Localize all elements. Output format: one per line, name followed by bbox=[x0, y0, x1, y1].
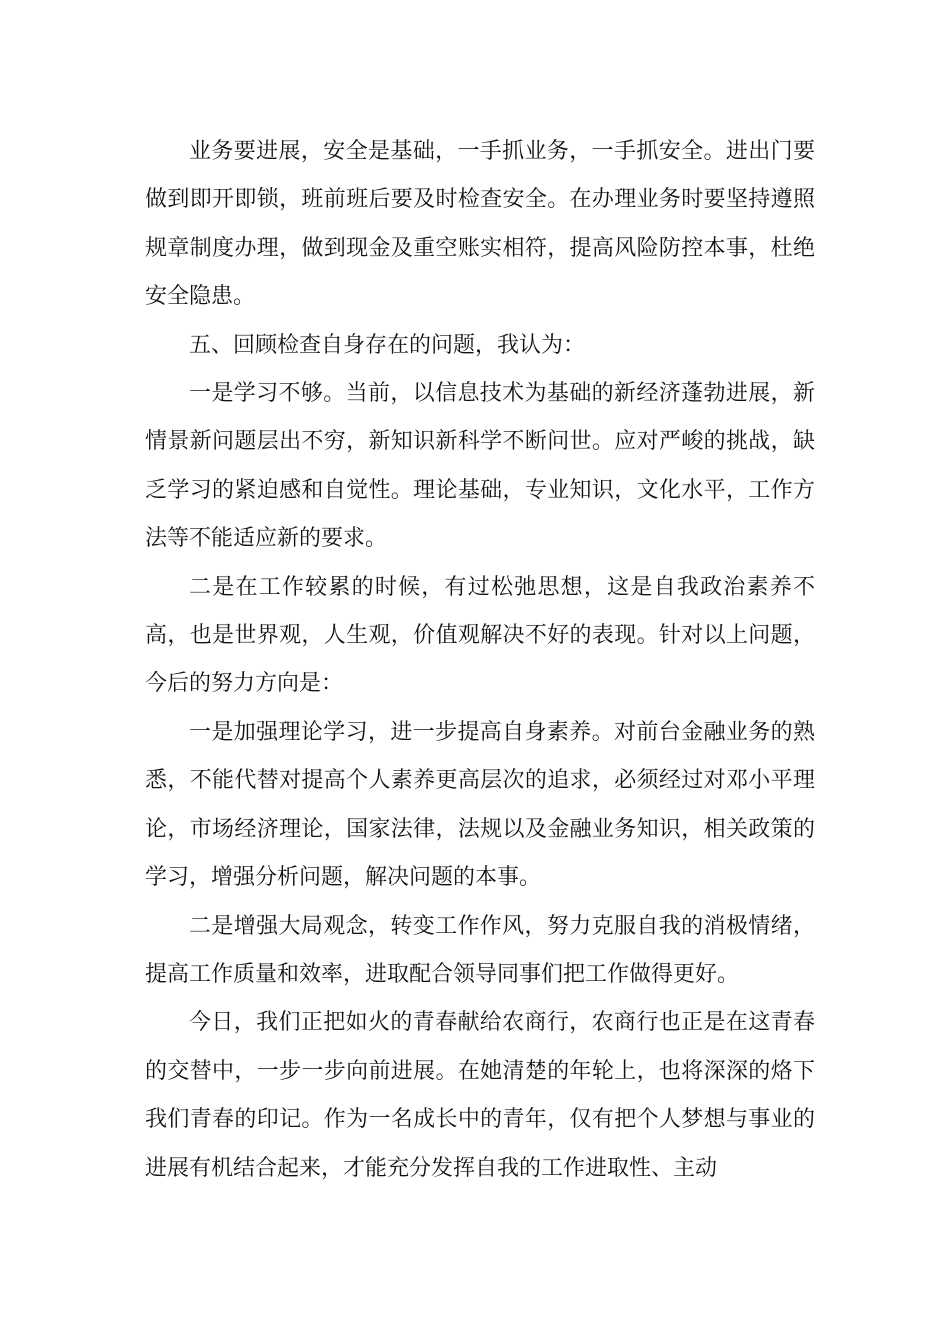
paragraph-security: 业务要进展，安全是基础，一手抓业务，一手抓安全。进出门要做到即开即锁，班前班后要及时检查安全。在办理业务时要坚持遵照规章制度办理，做到现金及重空账实相符，提高风险防控本事，杜绝安全隐患。 bbox=[145, 139, 815, 310]
paragraph-direction-two: 二是增强大局观念，转变工作作风，努力克服自我的消极情绪，提高工作质量和效率，进取配合领导同事们把工作做得更好。 bbox=[145, 913, 815, 987]
paragraph-problem-one: 一是学习不够。当前，以信息技术为基础的新经济蓬勃进展，新情景新问题层出不穷，新知识新科学不断问世。应对严峻的挑战，缺乏学习的紧迫感和自觉性。理论基础，专业知识，文化水平，工作方法等不能适应新的要求。 bbox=[145, 381, 815, 552]
paragraph-section-five-heading: 五、回顾检查自身存在的问题，我认为： bbox=[189, 332, 586, 358]
paragraph-direction-one: 一是加强理论学习，进一步提高自身素养。对前台金融业务的熟悉，不能代替对提高个人素养更高层次的追求，必须经过对邓小平理论，市场经济理论，国家法律，法规以及金融业务知识，相关政策的学习，增强分析问题，解决问题的本事。 bbox=[145, 719, 815, 891]
document-body bbox=[145, 128, 815, 1193]
paragraph-problem-two: 二是在工作较累的时候，有过松弛思想，这是自我政治素养不高，也是世界观，人生观，价值观解决不好的表现。针对以上问题，今后的努力方向是： bbox=[145, 574, 815, 697]
paragraph-closing: 今日，我们正把如火的青春献给农商行，农商行也正是在这青春的交替中，一步一步向前进展。在她清楚的年轮上，也将深深的烙下我们青春的印记。作为一名成长中的青年，仅有把个人梦想与事业的进展有机结合起来，才能充分发挥自我的工作进取性、主动 bbox=[145, 1010, 815, 1181]
